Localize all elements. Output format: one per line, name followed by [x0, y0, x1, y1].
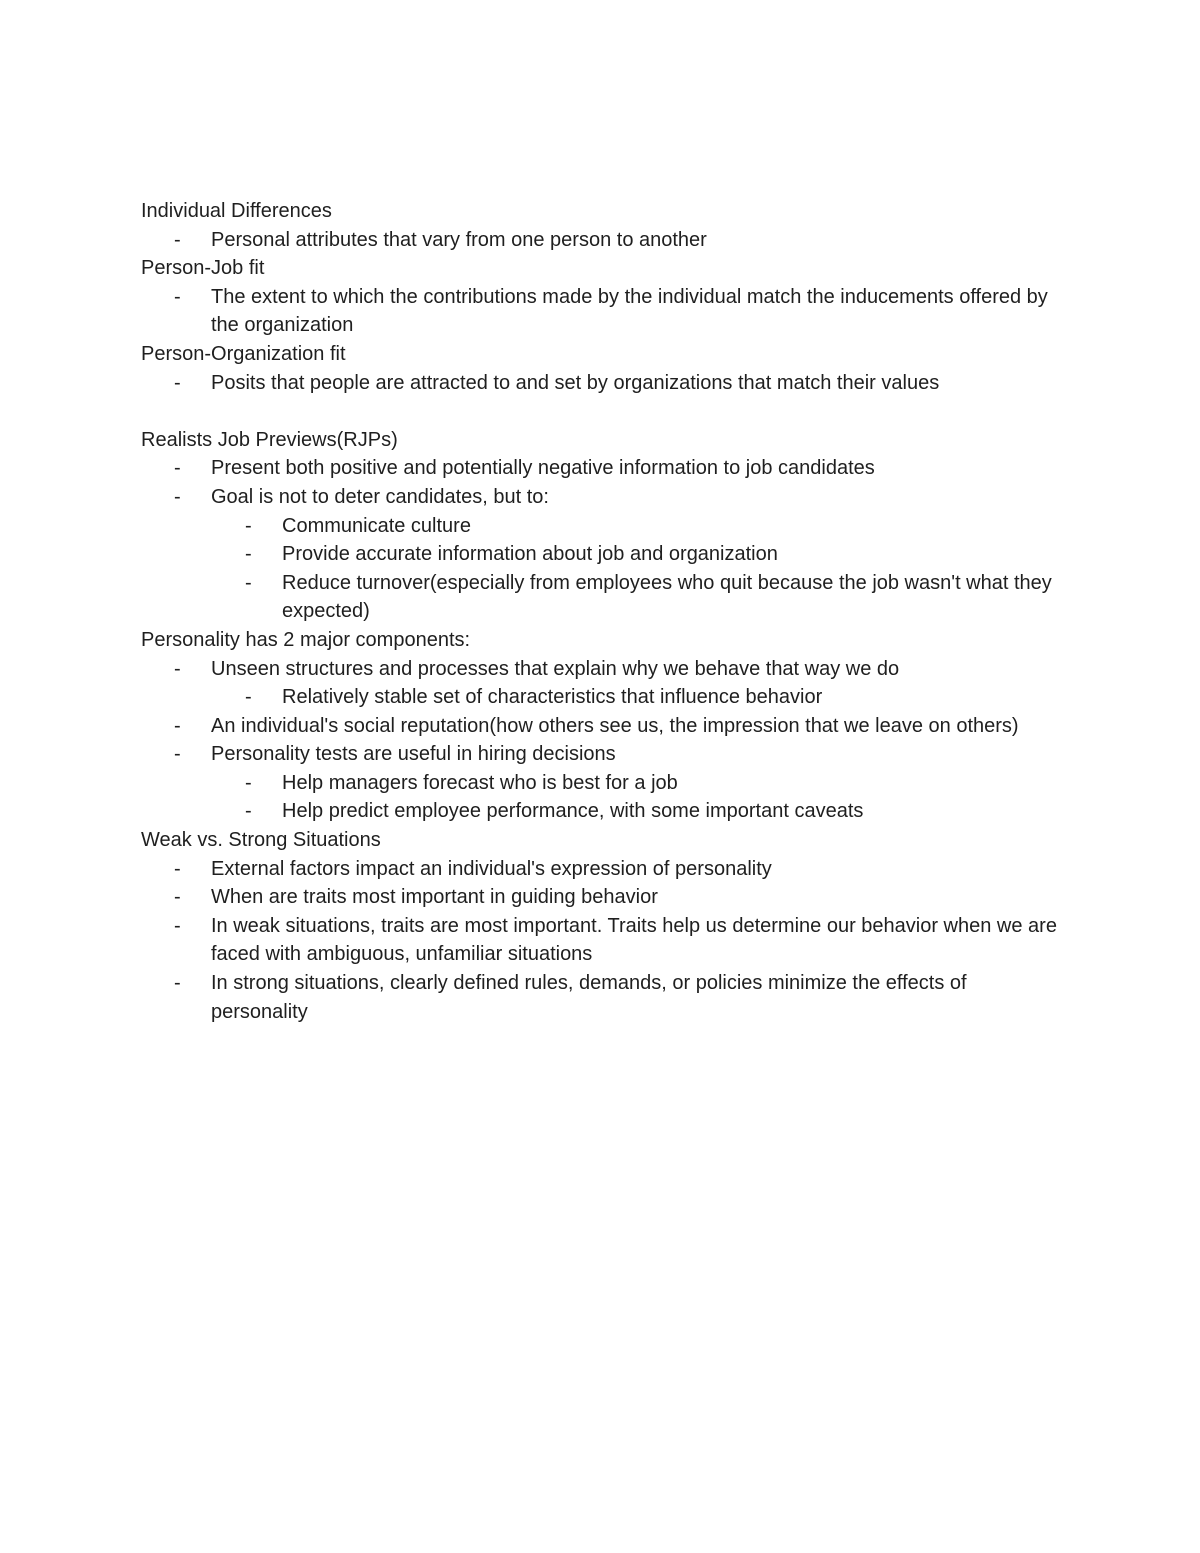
- bullet-dash: -: [174, 886, 181, 909]
- sub-bullet-item: [245, 797, 1062, 826]
- bullet-dash: -: [174, 657, 181, 680]
- section-realistic-job-previews: [0, 426, 1200, 626]
- bullet-item: [174, 369, 1061, 398]
- sub-bullet-item: [245, 569, 1062, 626]
- bullet-dash: -: [245, 686, 252, 709]
- bullet-text: Personal attributes that vary from one person to another: [211, 228, 707, 251]
- section-personality-components: [0, 626, 1200, 826]
- bullet-item: [174, 655, 1061, 684]
- bullet-text: In strong situations, clearly defined rules, demands, or policies minimize the effects of personality: [211, 972, 967, 1023]
- bullet-dash: -: [174, 485, 181, 508]
- bullet-dash: -: [174, 457, 181, 480]
- section-individual-differences: [0, 197, 1200, 254]
- bullet-text: Posits that people are attracted to and set by organizations that match their values: [211, 371, 940, 394]
- bullet-item: [174, 283, 1061, 340]
- bullet-item: [174, 712, 1061, 741]
- bullet-text: Reduce turnover(especially from employees who quit because the job wasn't what they expected): [282, 571, 1052, 623]
- bullet-item: [174, 454, 1061, 483]
- section-heading: Individual Differences: [141, 200, 332, 222]
- bullet-text: An individual's social reputation(how others see us, the impression that we leave on others): [211, 714, 1019, 737]
- section-heading: Weak vs. Strong Situations: [141, 829, 381, 852]
- sub-bullet-item: [245, 683, 1062, 712]
- bullet-dash: -: [245, 771, 252, 794]
- bullet-item: [174, 912, 1061, 969]
- section-heading: Personality has 2 major components:: [141, 628, 471, 651]
- bullet-text: External factors impact an individual's expression of personality: [211, 857, 772, 880]
- sub-bullet-item: [245, 769, 1062, 798]
- section-person-job-fit: [0, 254, 1200, 340]
- bullet-text: In weak situations, traits are most important. Traits help us determine our behavior when we are faced with ambiguous, unfamiliar situations: [211, 914, 1057, 966]
- bullet-dash: -: [245, 800, 252, 823]
- bullet-item: [174, 226, 1061, 255]
- section-heading: Realists Job Previews(RJPs): [141, 428, 398, 451]
- bullet-text: Present both positive and potentially negative information to job candidates: [211, 457, 875, 480]
- bullet-text: Goal is not to deter candidates, but to:: [211, 485, 549, 508]
- bullet-text: Personality tests are useful in hiring decisions: [211, 743, 616, 766]
- bullet-text: Help managers forecast who is best for a job: [282, 771, 678, 794]
- bullet-dash: -: [245, 514, 252, 537]
- bullet-dash: -: [245, 543, 252, 566]
- section-person-organization-fit: [0, 340, 1200, 397]
- bullet-dash: -: [174, 972, 181, 995]
- bullet-dash: -: [174, 285, 181, 308]
- section-weak-vs-strong-situations: [0, 826, 1200, 1026]
- bullet-dash: -: [245, 571, 252, 594]
- bullet-text: The extent to which the contributions made by the individual match the inducements offered by the organization: [211, 285, 1048, 337]
- bullet-dash: -: [174, 714, 181, 737]
- bullet-text: Help predict employee performance, with some important caveats: [282, 800, 864, 823]
- section-heading: Person-Job fit: [141, 257, 265, 280]
- blank-line: [0, 397, 1200, 426]
- bullet-item: [174, 483, 1061, 512]
- bullet-dash: -: [174, 371, 181, 394]
- bullet-item: [174, 969, 1061, 1026]
- bullet-text: When are traits most important in guiding behavior: [211, 886, 658, 909]
- bullet-item: [174, 883, 1061, 912]
- sub-bullet-item: [245, 512, 1062, 541]
- bullet-item: [174, 855, 1061, 884]
- bullet-item: [174, 740, 1061, 769]
- bullet-text: Communicate culture: [282, 514, 471, 537]
- bullet-text: Unseen structures and processes that explain why we behave that way we do: [211, 657, 900, 680]
- bullet-dash: -: [174, 743, 181, 766]
- section-heading: Person-Organization fit: [141, 342, 346, 365]
- bullet-dash: -: [174, 857, 181, 880]
- bullet-text: Relatively stable set of characteristics that influence behavior: [282, 686, 823, 709]
- bullet-dash: -: [174, 228, 181, 251]
- sub-bullet-item: [245, 540, 1062, 569]
- bullet-dash: -: [174, 914, 181, 937]
- bullet-text: Provide accurate information about job and organization: [282, 543, 778, 566]
